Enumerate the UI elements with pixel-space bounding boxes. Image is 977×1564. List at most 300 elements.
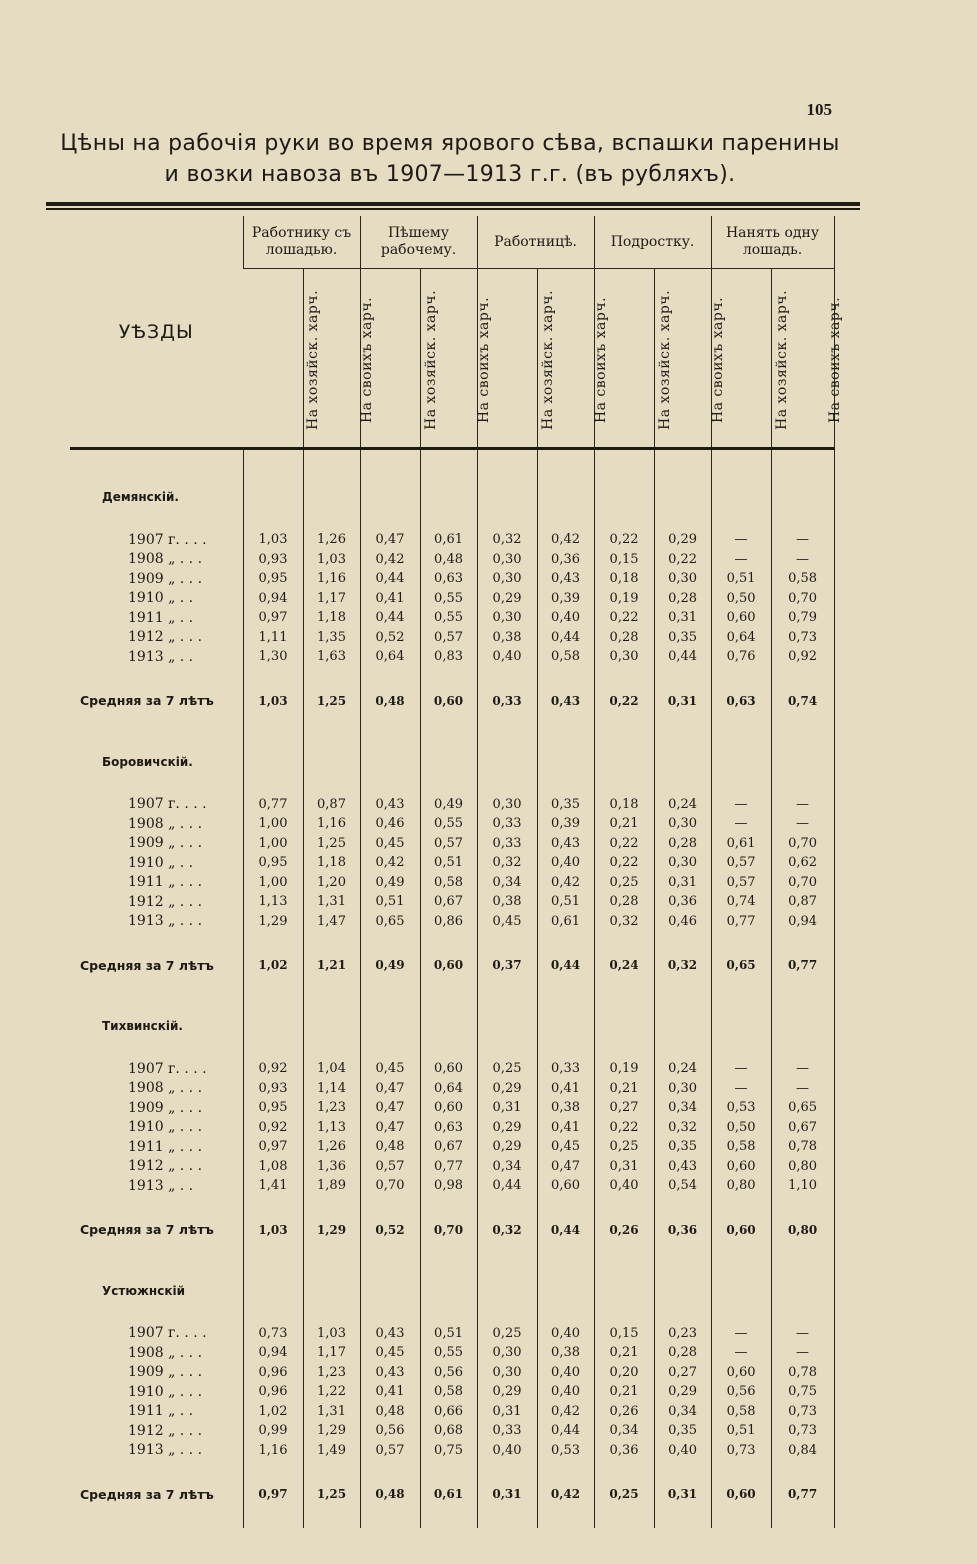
empty-cell (243, 931, 303, 951)
empty-cell (360, 1304, 420, 1324)
empty-cell (360, 931, 420, 951)
empty-cell (360, 1244, 420, 1278)
empty-cell (771, 1196, 834, 1216)
price-cell: 0,24 (654, 1059, 711, 1079)
table-row (70, 1157, 834, 1177)
top-rule-thin (46, 208, 860, 210)
price-cell: 0,94 (771, 912, 834, 932)
price-cell: 0,83 (420, 647, 477, 667)
price-cell: 0,34 (477, 873, 537, 893)
empty-cell (711, 749, 771, 775)
price-cell: 0,43 (654, 1157, 711, 1177)
price-cell: — (771, 1059, 834, 1079)
year-label: 1909 „ . . . (128, 1099, 203, 1116)
table-row (70, 1363, 834, 1383)
price-cell: 1,23 (303, 1098, 360, 1118)
empty-cell (360, 1460, 420, 1480)
price-table-body (70, 449, 834, 1529)
price-cell: 0,31 (654, 608, 711, 628)
spacer-row (70, 1196, 834, 1216)
price-cell: 0,40 (537, 1382, 594, 1402)
price-cell: 0,57 (360, 1441, 420, 1461)
price-cell: 1,17 (303, 1343, 360, 1363)
price-cell: 0,94 (243, 1343, 303, 1363)
price-cell: 0,73 (771, 1402, 834, 1422)
empty-cell (303, 1244, 360, 1278)
empty-cell (654, 749, 711, 775)
price-cell: 1,13 (243, 892, 303, 912)
year-label: 1913 „ . . . (128, 913, 203, 930)
average-cell: 0,60 (420, 951, 477, 979)
price-cell: 0,30 (477, 608, 537, 628)
price-cell: 1,20 (303, 873, 360, 893)
empty-cell (771, 931, 834, 951)
price-cell: 1,26 (303, 530, 360, 550)
price-cell: 0,30 (654, 814, 711, 834)
average-cell: 1,29 (303, 1216, 360, 1244)
price-cell: 0,58 (420, 873, 477, 893)
empty-cell (477, 1278, 537, 1304)
price-cell: 0,40 (537, 1324, 594, 1344)
empty-cell (420, 1013, 477, 1039)
price-cell: — (711, 1059, 771, 1079)
price-cell: 0,29 (477, 1079, 537, 1099)
empty-cell (303, 1508, 360, 1528)
empty-cell (420, 979, 477, 1013)
average-cell: 0,44 (537, 1216, 594, 1244)
price-cell: 0,22 (594, 853, 654, 873)
price-cell: 0,33 (477, 834, 537, 854)
empty-cell (477, 715, 537, 749)
price-cell: 0,70 (771, 589, 834, 609)
empty-cell (654, 1196, 711, 1216)
average-cell: 0,33 (477, 687, 537, 715)
table-row (70, 892, 834, 912)
price-cell: 1,08 (243, 1157, 303, 1177)
price-cell: 0,30 (654, 853, 711, 873)
price-cell: 0,44 (360, 608, 420, 628)
price-cell: 0,96 (243, 1363, 303, 1383)
year-label: 1910 „ . . . (128, 1119, 203, 1136)
group-header-teenager: Подростку. (594, 216, 711, 269)
price-cell: 0,73 (243, 1324, 303, 1344)
empty-cell (70, 510, 243, 530)
empty-cell (537, 667, 594, 687)
empty-cell (360, 667, 420, 687)
price-cell: 1,30 (243, 647, 303, 667)
average-cell: 0,63 (711, 687, 771, 715)
price-cell: 0,58 (711, 1402, 771, 1422)
spacer-row (70, 931, 834, 951)
empty-cell (243, 1304, 303, 1324)
average-cell: 0,43 (537, 687, 594, 715)
price-cell: 0,57 (360, 1157, 420, 1177)
empty-cell (654, 1244, 711, 1278)
average-cell: 0,74 (771, 687, 834, 715)
price-cell: 0,55 (420, 589, 477, 609)
price-cell: 0,73 (771, 628, 834, 648)
price-cell: 0,97 (243, 608, 303, 628)
average-cell: 1,02 (243, 951, 303, 979)
empty-cell (771, 1460, 834, 1480)
empty-cell (243, 1460, 303, 1480)
empty-cell (360, 1196, 420, 1216)
empty-cell (711, 1508, 771, 1528)
price-cell: 1,29 (243, 912, 303, 932)
price-cell: 0,93 (243, 1079, 303, 1099)
empty-cell (594, 667, 654, 687)
price-cell: 0,63 (420, 1118, 477, 1138)
price-cell: 0,51 (360, 892, 420, 912)
empty-cell (420, 1508, 477, 1528)
price-cell: 0,95 (243, 569, 303, 589)
price-cell: 1,00 (243, 873, 303, 893)
year-label: 1912 „ . . . (128, 893, 203, 910)
average-cell: 0,44 (537, 951, 594, 979)
empty-cell (303, 1278, 360, 1304)
price-cell: 1,31 (303, 1402, 360, 1422)
empty-cell (243, 1039, 303, 1059)
price-cell: 0,87 (771, 892, 834, 912)
empty-cell (70, 979, 243, 1013)
price-cell: 0,95 (243, 853, 303, 873)
price-cell: 0,86 (420, 912, 477, 932)
year-label: 1907 г. . . . (128, 1060, 207, 1077)
spacer-row (70, 979, 834, 1013)
price-cell: 0,38 (477, 628, 537, 648)
average-cell: 0,61 (420, 1480, 477, 1508)
empty-cell (243, 1278, 303, 1304)
average-cell: 0,60 (711, 1480, 771, 1508)
uezd-header: УѢЗДЫ (70, 216, 243, 449)
empty-cell (537, 1460, 594, 1480)
year-label: 1910 „ . . (128, 854, 194, 871)
average-cell: 0,22 (594, 687, 654, 715)
empty-cell (477, 1244, 537, 1278)
empty-cell (771, 775, 834, 795)
empty-cell (537, 1508, 594, 1528)
year-label: 1913 „ . . . (128, 1442, 203, 1459)
price-cell: 0,77 (420, 1157, 477, 1177)
empty-cell (303, 449, 360, 485)
price-cell: 0,22 (594, 530, 654, 550)
average-label: Средняя за 7 лѣтъ (80, 1222, 214, 1237)
district-name: Тихвинскій. (102, 1019, 183, 1033)
price-cell: 0,22 (594, 834, 654, 854)
empty-cell (711, 1460, 771, 1480)
price-cell: 0,47 (360, 530, 420, 550)
empty-cell (243, 667, 303, 687)
empty-cell (303, 715, 360, 749)
empty-cell (594, 1508, 654, 1528)
price-cell: 0,29 (477, 1118, 537, 1138)
price-cell: 0,74 (711, 892, 771, 912)
price-cell: 0,19 (594, 589, 654, 609)
empty-cell (771, 510, 834, 530)
empty-cell (537, 1304, 594, 1324)
price-cell: 0,38 (477, 892, 537, 912)
page-title: Цѣны на рабочія руки во время ярового сѣва, вспашки паренины и возки навоза въ 1907—1913 г.г. (въ рубляхъ). (60, 131, 840, 187)
subheader-own-food: На своихъ харч. (771, 269, 834, 449)
table-row (70, 1098, 834, 1118)
price-cell: 0,64 (420, 1079, 477, 1099)
price-cell: 0,51 (420, 1324, 477, 1344)
price-cell: 0,30 (477, 1363, 537, 1383)
empty-cell (537, 1278, 594, 1304)
price-cell: 0,39 (537, 589, 594, 609)
price-cell: 0,70 (771, 873, 834, 893)
price-cell: — (711, 550, 771, 570)
empty-cell (243, 449, 303, 485)
average-row (70, 687, 834, 715)
subheader-own-food: На своихъ харч. (420, 269, 477, 449)
empty-cell (243, 510, 303, 530)
year-label: 1910 „ . . . (128, 1383, 203, 1400)
average-cell: 0,25 (594, 1480, 654, 1508)
average-cell: 0,80 (771, 1216, 834, 1244)
year-label: 1909 „ . . . (128, 1364, 203, 1381)
table-row (70, 569, 834, 589)
group-header-foot-worker: Пѣшему рабочему. (360, 216, 477, 269)
price-cell: 0,58 (771, 569, 834, 589)
price-cell: 0,33 (477, 814, 537, 834)
price-cell: — (711, 795, 771, 815)
price-cell: 1,03 (303, 1324, 360, 1344)
empty-cell (537, 931, 594, 951)
year-label: 1907 г. . . . (128, 1325, 207, 1342)
table-row (70, 589, 834, 609)
average-cell: 1,25 (303, 1480, 360, 1508)
table-row (70, 814, 834, 834)
price-cell: 0,32 (477, 853, 537, 873)
price-cell: 0,34 (594, 1421, 654, 1441)
subheader-host-food: На хозяйск. харч. (243, 269, 303, 449)
empty-cell (771, 1013, 834, 1039)
empty-cell (771, 667, 834, 687)
price-cell: 0,30 (594, 647, 654, 667)
empty-cell (477, 484, 537, 510)
price-cell: 0,58 (711, 1137, 771, 1157)
average-cell: 0,24 (594, 951, 654, 979)
price-cell: 1,17 (303, 589, 360, 609)
year-label: 1907 г. . . . (128, 796, 207, 813)
price-cell: 0,39 (537, 814, 594, 834)
empty-cell (360, 715, 420, 749)
empty-cell (70, 1244, 243, 1278)
price-cell: 0,44 (360, 569, 420, 589)
table-row (70, 1324, 834, 1344)
subheader-own-food: На своихъ харч. (537, 269, 594, 449)
empty-cell (594, 484, 654, 510)
average-cell: 0,32 (654, 951, 711, 979)
price-cell: 1,00 (243, 834, 303, 854)
price-cell: 1,63 (303, 647, 360, 667)
average-cell: 0,31 (654, 687, 711, 715)
empty-cell (303, 749, 360, 775)
year-label: 1911 „ . . (128, 609, 194, 626)
price-cell: 0,46 (360, 814, 420, 834)
price-cell: 0,54 (654, 1176, 711, 1196)
empty-cell (771, 1278, 834, 1304)
price-cell: 0,56 (711, 1382, 771, 1402)
price-cell: 0,51 (420, 853, 477, 873)
empty-cell (360, 1508, 420, 1528)
price-cell: 0,79 (771, 608, 834, 628)
spacer-row (70, 1039, 834, 1059)
price-cell: 1,11 (243, 628, 303, 648)
average-cell: 0,70 (420, 1216, 477, 1244)
table-row (70, 1059, 834, 1079)
price-cell: — (771, 530, 834, 550)
average-cell: 0,32 (477, 1216, 537, 1244)
price-cell: 0,60 (420, 1098, 477, 1118)
price-cell: 0,60 (711, 1157, 771, 1177)
empty-cell (537, 1196, 594, 1216)
empty-cell (594, 1039, 654, 1059)
district-name: Устюжнскій (102, 1283, 185, 1298)
table-row (70, 1176, 834, 1196)
price-cell: 0,40 (477, 1441, 537, 1461)
price-cell: 1,41 (243, 1176, 303, 1196)
empty-cell (537, 484, 594, 510)
price-cell: 0,50 (711, 1118, 771, 1138)
year-label: 1912 „ . . . (128, 629, 203, 646)
price-cell: 0,43 (537, 569, 594, 589)
table-row (70, 550, 834, 570)
price-cell: 0,48 (360, 1402, 420, 1422)
price-cell: 1,25 (303, 834, 360, 854)
price-cell: 0,34 (477, 1157, 537, 1177)
district-header-row (70, 484, 834, 510)
price-cell: 0,38 (537, 1098, 594, 1118)
price-cell: 0,96 (243, 1382, 303, 1402)
price-cell: 0,62 (771, 853, 834, 873)
empty-cell (771, 1039, 834, 1059)
empty-cell (303, 979, 360, 1013)
empty-cell (243, 1508, 303, 1528)
price-cell: 0,55 (420, 608, 477, 628)
average-cell: 0,77 (771, 1480, 834, 1508)
average-cell: 0,37 (477, 951, 537, 979)
price-cell: 0,66 (420, 1402, 477, 1422)
price-cell: 0,47 (360, 1098, 420, 1118)
empty-cell (477, 510, 537, 530)
table-row (70, 1137, 834, 1157)
empty-cell (654, 1304, 711, 1324)
price-cell: — (771, 1324, 834, 1344)
empty-cell (70, 715, 243, 749)
empty-cell (537, 510, 594, 530)
price-cell: 1,23 (303, 1363, 360, 1383)
empty-cell (711, 510, 771, 530)
empty-cell (70, 1196, 243, 1216)
price-cell: 0,30 (654, 569, 711, 589)
price-cell: 0,36 (537, 550, 594, 570)
year-label: 1908 „ . . . (128, 551, 203, 568)
price-cell: 0,77 (711, 912, 771, 932)
price-cell: 0,44 (654, 647, 711, 667)
price-cell: 0,80 (771, 1157, 834, 1177)
price-cell: 0,50 (711, 589, 771, 609)
empty-cell (360, 775, 420, 795)
district-name: Демянскій. (102, 490, 179, 504)
price-cell: 0,22 (654, 550, 711, 570)
price-cell: 0,53 (711, 1098, 771, 1118)
empty-cell (771, 1244, 834, 1278)
price-cell: 0,46 (654, 912, 711, 932)
year-label: 1909 „ . . . (128, 835, 203, 852)
price-cell: 0,57 (711, 853, 771, 873)
price-cell: 0,57 (420, 628, 477, 648)
empty-cell (711, 1013, 771, 1039)
price-cell: 1,03 (303, 550, 360, 570)
price-cell: 1,00 (243, 814, 303, 834)
empty-cell (594, 510, 654, 530)
empty-cell (654, 931, 711, 951)
table-row (70, 1343, 834, 1363)
subheader-host-food: На хозяйск. харч. (360, 269, 420, 449)
price-cell: 0,31 (654, 873, 711, 893)
empty-cell (771, 749, 834, 775)
price-cell: 0,25 (477, 1059, 537, 1079)
empty-cell (654, 449, 711, 485)
empty-cell (654, 1508, 711, 1528)
average-label: Средняя за 7 лѣтъ (80, 957, 214, 973)
empty-cell (477, 667, 537, 687)
price-cell: 0,93 (243, 550, 303, 570)
empty-cell (477, 1460, 537, 1480)
price-cell: 0,48 (360, 1137, 420, 1157)
average-cell: 0,31 (654, 1480, 711, 1508)
price-cell: 0,15 (594, 550, 654, 570)
price-cell: 1,89 (303, 1176, 360, 1196)
price-cell: 0,45 (537, 1137, 594, 1157)
district-header-row (70, 1278, 834, 1304)
average-cell: 0,60 (711, 1216, 771, 1244)
price-cell: 0,45 (360, 834, 420, 854)
price-cell: 0,35 (654, 1421, 711, 1441)
year-label: 1908 „ . . . (128, 815, 203, 832)
empty-cell (420, 449, 477, 485)
group-header-female-worker: Работницѣ. (477, 216, 594, 269)
empty-cell (771, 449, 834, 485)
subheader-host-food: На хозяйск. харч. (477, 269, 537, 449)
price-cell: 0,57 (420, 834, 477, 854)
average-label: Средняя за 7 лѣтъ (80, 1486, 214, 1502)
empty-cell (594, 775, 654, 795)
empty-cell (360, 979, 420, 1013)
table-row (70, 873, 834, 893)
table-row (70, 1402, 834, 1422)
average-row (70, 951, 834, 979)
empty-cell (420, 667, 477, 687)
price-cell: 0,65 (360, 912, 420, 932)
empty-cell (477, 1039, 537, 1059)
price-cell: 0,24 (654, 795, 711, 815)
price-cell: 0,58 (420, 1382, 477, 1402)
price-cell: 0,34 (654, 1402, 711, 1422)
average-label: Средняя за 7 лѣтъ (80, 693, 214, 708)
price-cell: 0,92 (243, 1118, 303, 1138)
price-cell: 0,97 (243, 1137, 303, 1157)
price-cell: 0,77 (243, 795, 303, 815)
empty-cell (477, 1013, 537, 1039)
price-cell: 0,30 (477, 1343, 537, 1363)
price-cell: 0,49 (420, 795, 477, 815)
empty-cell (303, 484, 360, 510)
empty-cell (594, 749, 654, 775)
price-cell: 1,16 (303, 814, 360, 834)
